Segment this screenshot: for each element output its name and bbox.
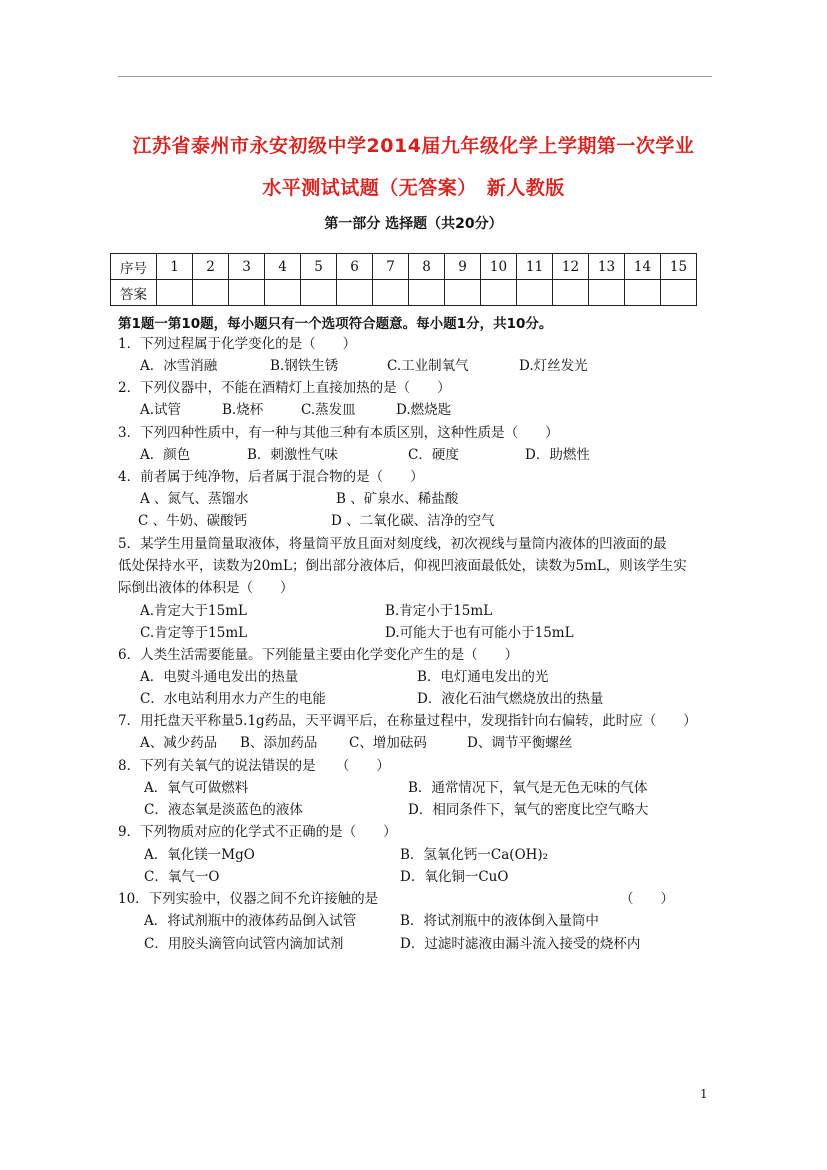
answer-cell[interactable] (337, 280, 373, 306)
answer-cell[interactable] (445, 280, 481, 306)
number-cell: 15 (661, 254, 697, 280)
answer-table (110, 253, 697, 306)
option: C 、牛奶、碳酸钙 (138, 513, 248, 529)
number-cell: 1 (157, 254, 193, 280)
option: D、调节平衡螺丝 (467, 735, 573, 751)
option: C．氧气一O (144, 869, 220, 885)
question-stem-line: 5．某学生用量筒量取液体，将量筒平放且面对刻度线，初次视线与量筒内液体的凹液面的最 (118, 536, 667, 552)
number-cell: 13 (589, 254, 625, 280)
option: C.肯定等于15mL (140, 625, 248, 641)
option: B.钢铁生锈 (270, 358, 339, 374)
question-stem: 2．下列仪器中，不能在酒精灯上直接加热的是（ ） (118, 380, 451, 396)
option: D．氧化铜一CuO (400, 869, 509, 885)
answer-table-number-row (111, 254, 697, 280)
option: A．将试剂瓶中的液体药品倒入试管 (144, 913, 357, 929)
number-cell: 8 (409, 254, 445, 280)
option: B、添加药品 (240, 735, 318, 751)
question-stem-line: 际倒出液体的体积是（ ） (118, 580, 294, 596)
option: D．过滤时滤液由漏斗流入接受的烧杯内 (400, 936, 641, 952)
option: A．氧气可做燃料 (144, 780, 249, 796)
number-cell: 5 (301, 254, 337, 280)
number-cell: 9 (445, 254, 481, 280)
answer-cell[interactable] (193, 280, 229, 306)
option: C．液态氧是淡蓝色的液体 (144, 802, 303, 818)
option: C.蒸发皿 (301, 402, 356, 418)
answer-table-answer-row (111, 280, 697, 306)
question-stem: 8．下列有关氧气的说法错误的是 （ ） (118, 758, 390, 774)
option: C．水电站利用水力产生的电能 (140, 691, 326, 707)
exam-title-line1: 江苏省泰州市永安初级中学2014届九年级化学上学期第一次学业 (132, 135, 695, 157)
option: C．硬度 (408, 447, 459, 463)
answer-cell[interactable] (373, 280, 409, 306)
answer-cell[interactable] (481, 280, 517, 306)
option: B．电灯通电发出的光 (417, 669, 549, 685)
answer-cell[interactable] (625, 280, 661, 306)
number-cell: 3 (229, 254, 265, 280)
answer-cell[interactable] (157, 280, 193, 306)
option: D.灯丝发光 (519, 358, 588, 374)
number-cell: 2 (193, 254, 229, 280)
question-stem: 10．下列实验中，仪器之间不允许接触的是 (118, 891, 379, 907)
question-stem: 7．用托盘天平称量5.1g药品，天平调平后，在称量过程中，发现指针向右偏转，此时应（ ） (118, 713, 697, 729)
question-stem: 6．人类生活需要能量。下列能量主要由化学变化产生的是（ ） (118, 647, 519, 663)
answer-paren: （ ） (620, 891, 674, 907)
answer-cell[interactable] (229, 280, 265, 306)
option: A 、氮气、蒸馏水 (140, 491, 249, 507)
option: A．氧化镁一MgO (144, 847, 255, 863)
option: A．颜色 (140, 447, 191, 463)
instruction: 第1题一第10题，每小题只有一个选项符合题意。每小题1分，共10分。 (118, 316, 553, 332)
option: B.肯定小于15mL (385, 603, 493, 619)
option: B．刺激性气味 (247, 447, 338, 463)
answer-cell[interactable] (517, 280, 553, 306)
section-title: 第一部分 选择题（共20分） (324, 216, 503, 232)
option: D.燃烧匙 (396, 402, 452, 418)
option: D.可能大于也有可能小于15mL (385, 625, 574, 641)
option: A.肯定大于15mL (140, 603, 247, 619)
number-cell: 7 (373, 254, 409, 280)
option: B．将试剂瓶中的液体倒入量筒中 (400, 913, 599, 929)
question-stem: 1．下列过程属于化学变化的是（ ） (118, 336, 357, 352)
option: A．电熨斗通电发出的热量 (140, 669, 299, 685)
option: D 、二氧化碳、洁净的空气 (331, 513, 495, 529)
option: A、减少药品 (140, 735, 218, 751)
answer-cell[interactable] (661, 280, 697, 306)
page-number: 1 (700, 1087, 708, 1101)
question-stem: 9．下列物质对应的化学式不正确的是（ ） (118, 824, 397, 840)
option: B．氢氧化钙一Ca(OH)₂ (400, 847, 549, 863)
question-stem: 4．前者属于纯净物，后者属于混合物的是（ ） (118, 469, 424, 485)
number-cell: 6 (337, 254, 373, 280)
option: A.试管 (140, 402, 182, 418)
option: C、增加砝码 (349, 735, 427, 751)
option: A．冰雪消融 (140, 358, 218, 374)
answer-cell[interactable] (409, 280, 445, 306)
exam-title-line2: 水平测试试题（无答案） 新人教版 (262, 177, 565, 199)
number-cell: 14 (625, 254, 661, 280)
number-cell: 12 (553, 254, 589, 280)
option: D．液化石油气燃烧放出的热量 (417, 691, 604, 707)
option: D．相同条件下，氧气的密度比空气略大 (408, 802, 649, 818)
answer-cell[interactable] (589, 280, 625, 306)
option: B 、矿泉水、稀盐酸 (336, 491, 459, 507)
number-cell: 11 (517, 254, 553, 280)
number-cell: 4 (265, 254, 301, 280)
question-stem: 3．下列四种性质中，有一种与其他三种有本质区别，这种性质是（ ） (118, 425, 559, 441)
option: B．通常情况下，氧气是无色无味的气体 (408, 780, 648, 796)
option: B.烧杯 (222, 402, 264, 418)
answer-cell[interactable] (301, 280, 337, 306)
option: D．助燃性 (525, 447, 590, 463)
option: C．用胶头滴管向试管内滴加试剂 (144, 936, 344, 952)
answer-cell[interactable] (265, 280, 301, 306)
question-stem-line: 低处保持水平，读数为20mL；倒出部分液体后，仰视凹液面最低处，读数为5mL，则该学生实 (118, 558, 687, 574)
row-label-number: 序号 (111, 254, 157, 280)
option: C.工业制氧气 (387, 358, 469, 374)
number-cell: 10 (481, 254, 517, 280)
header-rule (118, 76, 712, 77)
row-label-answer: 答案 (111, 280, 157, 306)
answer-cell[interactable] (553, 280, 589, 306)
